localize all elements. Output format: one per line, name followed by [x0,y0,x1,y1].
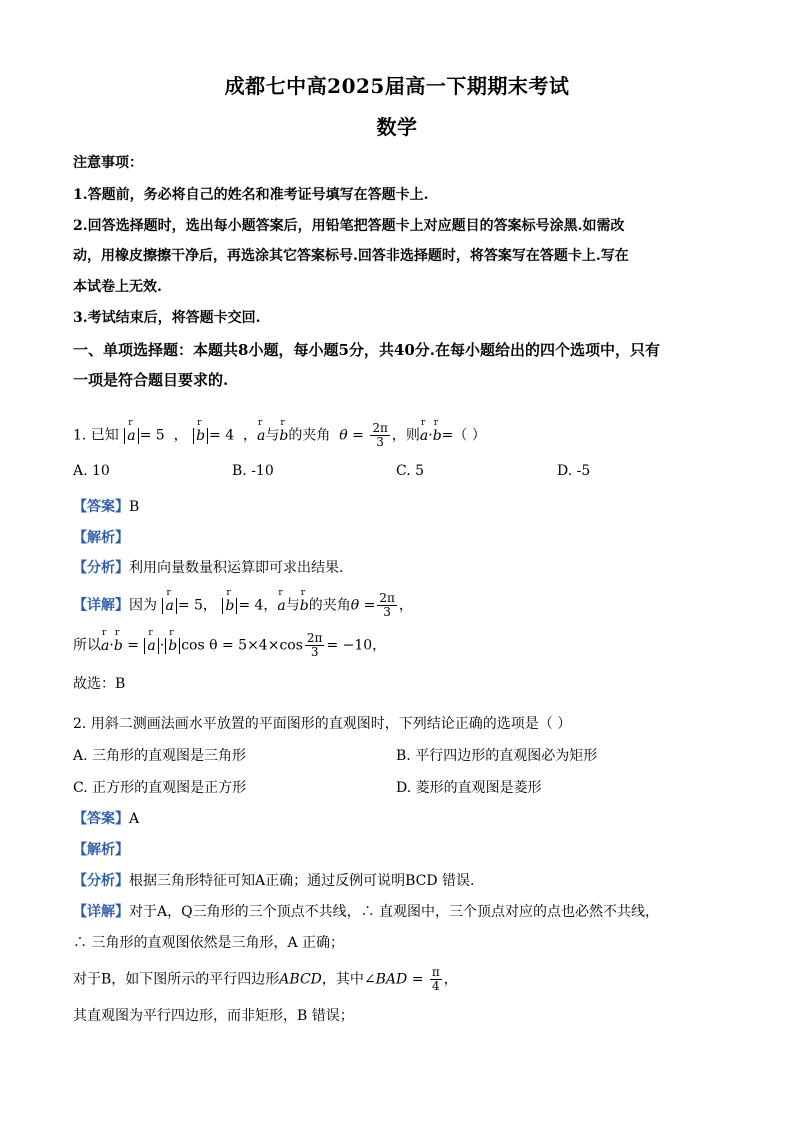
q1-xj-theta: θ = [350,597,376,614]
q1-option-a: A. 10 [73,463,110,479]
q2-xj-line-3 [73,966,723,993]
vector-a: r a [257,428,265,444]
notice-item-2b: 动，用橡皮擦擦干净后，再选涂其它答案标号.回答非选择题时，将答案写在答题卡上.写在 [73,248,629,264]
q2-xj-line-4: 其直观图为平行四边形，而非矩形，B 错误； [73,1008,354,1024]
q1-xiangjie-label: 【详解】 [73,597,129,614]
notice-item-1: 1.答题前，务必将自己的姓名和准考证号填写在答题卡上. [73,187,429,203]
q2-analysis-label: 【解析】 [73,842,129,858]
q1-answer-label: 【答案】 [73,499,129,515]
notice-item-3: 3.考试结束后，将答题卡交回. [73,310,261,326]
q2-option-a: A. 三角形的直观图是三角形 [73,748,247,764]
q2-xj-line-2: ∴ 三角形的直观图依然是三角形，A 正确； [73,935,345,951]
q1-calc-fraction [305,632,325,659]
q1-xj-and: 与 [285,597,300,614]
q2-xj3-den: 4 [432,979,440,993]
q1-analysis [73,527,723,547]
vector-a: r a [127,428,135,444]
q1-fraction [370,422,390,449]
q1-xj-b-eq: = 4 [238,597,264,614]
q1-fenxi-label: 【分析】 [73,560,129,576]
q1-xj-angle: 的夹角 [308,597,351,614]
q1-xj-abs-a [162,598,176,614]
vector-b: r b [300,598,309,614]
q1-xj-calc: 所以r a·r b = r a ·r b cos θ = 5×4×cos $\frac{2\pi}{3}$ = −10， [73,632,723,659]
q2-option-c: C. 正方形的直观图是正方形 [73,780,247,796]
vector-a: r a [147,638,155,654]
q2-answer-label: 【答案】 [73,811,129,827]
notice-item-2a: 2.回答选择题时，选出每小题答案后，用铅笔把答题卡上对应题目的答案标号涂黑.如需改 [73,218,625,234]
q1-xj-a-eq: = 5 [177,597,203,614]
q2-fenxi [73,870,723,890]
q2-xiangjie [73,901,723,921]
q1-frac-num: 2π [372,421,388,435]
q2-option-d: D. 菱形的直观图是菱形 [396,780,542,796]
q2-xj3d: BAD [375,971,408,988]
q1-xj-fraction [377,592,397,619]
q1-theta: θ = [339,427,364,444]
q2-xj3-fraction [430,966,442,993]
q1-xj-abs-b [222,598,237,614]
q1-xj-because: 因为 [129,597,157,614]
vector-b: r b [196,428,205,444]
q2-answer-value: A [129,811,140,827]
q1-and: 与 [265,427,280,444]
q1-option-c: C. 5 [396,463,425,479]
vector-b: r b [114,638,123,654]
q1-a-eq: = 5 [139,427,165,444]
q1-then: ，则 [391,427,420,444]
q1-conclusion: 故选：B [73,676,126,692]
q2-fenxi-label: 【分析】 [73,873,129,889]
notice-item-2c: 本试卷上无效. [73,279,162,295]
q2-option-b: B. 平行四边形的直观图必为矩形 [396,748,598,764]
q2-stem: 2. 用斜二测画法画水平放置的平面图形的直观图时，下列结论正确的选项是（ ） [73,716,572,732]
q2-xj3-num: π [431,965,440,979]
exam-subject: 数学 [376,115,418,139]
vector-b: r b [279,428,288,444]
q1-calc-abs-a [144,638,158,654]
q1-stem: 1. 已知 r a = 5 ， r b = 4 ，r a与r b的夹角 θ = $\frac{2\pi}{3}$ ，则r a·r b=（ ） [73,422,723,449]
q2-xj3c: ，其中∠ [321,971,376,988]
q1-abs-b [193,428,208,444]
vector-b: r b [225,598,234,614]
section-1-line-2: 一项是符合题目要求的. [73,371,229,389]
q1-xj-so: 所以 [73,637,101,654]
q1-calc-result: = −10， [326,637,387,654]
q1-xj-frac-num: 2π [379,591,395,605]
q1-fenxi [73,557,723,577]
q1-xj-frac-den: 3 [383,605,391,619]
vector-a: r a [165,598,173,614]
q1-answer-value: B [129,499,140,515]
q1-calc-abs-b [165,638,180,654]
q2-fenxi-text: 根据三角形特征可知A正确；通过反例可说明BCD 错误. [129,873,475,889]
vector-a: r a [420,428,428,444]
q2-xj3a: 对于B，如下图所示的平行四边形 [73,971,280,988]
vector-b: r b [168,638,177,654]
q1-calc-text: cos θ = 5×4×cos [181,637,303,654]
q1-paren: =（ ） [441,427,486,444]
q2-answer [73,808,723,828]
q2-xj3e: = [411,971,424,988]
vector-b: r b [433,428,442,444]
q1-frac-den: 3 [376,435,384,449]
q1-option-b: B. -10 [232,463,274,479]
q1-calc-frac-den: 3 [310,645,319,659]
q1-abs-a [124,428,138,444]
q2-xj3f: ， [443,971,458,988]
vector-a: r a [277,598,285,614]
q1-prefix: 1. 已知 [73,427,119,444]
section-1-line-1: 一、单项选择题：本题共8小题，每小题5分，共40分.在每小题给出的四个选项中，只有 [73,341,660,359]
q2-analysis [73,839,723,859]
q1-fenxi-text: 利用向量数量积运算即可求出结果. [129,560,344,576]
q1-angle-text: 的夹角 [288,427,331,444]
q2-xj-line-1: 对于A，Q三角形的三个顶点不共线，∴ 直观图中，三个顶点对应的点也必然不共线， [129,904,660,920]
q1-b-eq: = 4 [209,427,235,444]
q1-xiangjie: 【详解】因为 r a = 5， r b = 4，r a与r b的夹角θ = $\frac{2\pi}{3}$ ， [73,592,723,619]
vector-a: r a [101,638,109,654]
q1-option-d: D. -5 [557,463,591,479]
q1-analysis-label: 【解析】 [73,530,129,546]
q1-calc-frac-num: 2π [306,631,323,645]
q1-answer [73,496,723,516]
notice-heading: 注意事项： [73,155,143,171]
q2-xiangjie-label: 【详解】 [73,904,129,920]
exam-title: 成都七中高2025届高一下期期末考试 [224,74,570,98]
q2-xj3b: ABCD [279,971,322,988]
